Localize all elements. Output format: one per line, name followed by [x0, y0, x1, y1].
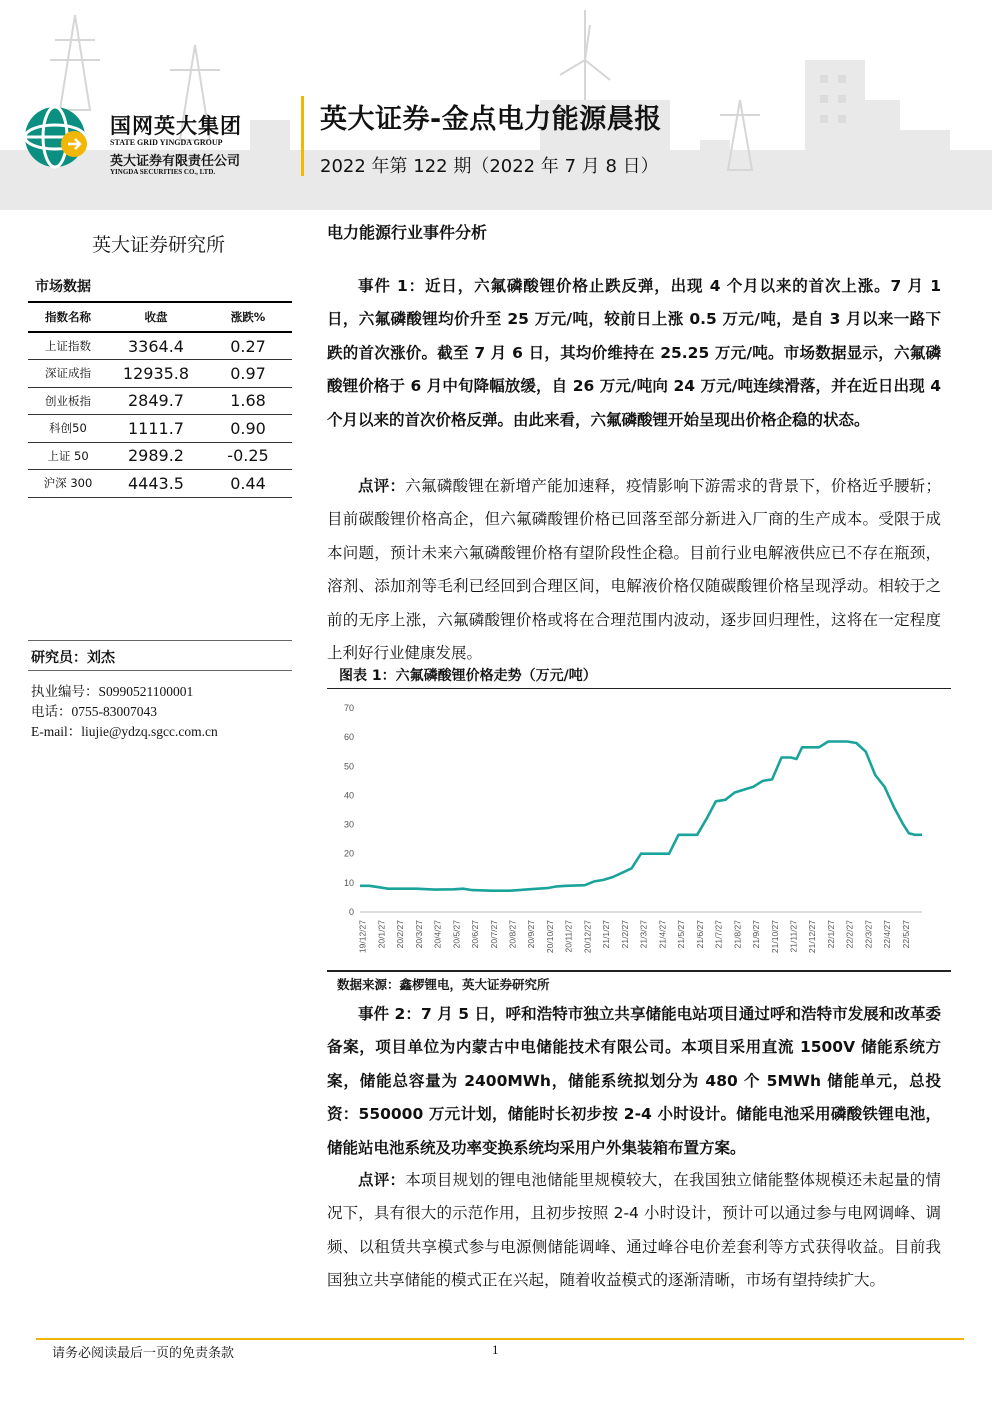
- event-2: [327, 998, 941, 1165]
- figure-source: 数据来源：鑫椤锂电，英大证券研究所: [337, 977, 550, 992]
- x-tick-label: 22/1/27: [825, 920, 836, 949]
- header-banner: [0, 0, 992, 210]
- issue-date: 2022 年第 122 期（2022 年 7 月 8 日）: [320, 156, 659, 177]
- org-name: 国网英大集团: [110, 114, 242, 138]
- comment-1: [327, 470, 941, 670]
- sidebar-divider: [28, 640, 292, 641]
- x-tick-label: 20/8/27: [507, 920, 518, 949]
- x-tick-label: 20/2/27: [395, 920, 406, 949]
- x-tick-label: 21/9/27: [751, 920, 762, 949]
- y-tick-label: 20: [343, 848, 354, 859]
- y-tick-label: 40: [343, 790, 354, 801]
- index-close: 2989.2: [108, 442, 204, 470]
- event-1-text: 近日，六氟磷酸锂价格止跌反弹，出现 4 个月以来的首次上涨。7 月 1 日，六氟磷酸锂均价升至 25 万元/吨，较前日上涨 0.5 万元/吨，是自 3 月以来一路下跌的首次涨价。截至 7 月 6 日，其均价维持在 25.25 万元/吨。市场数据显示，六氟磷酸锂价格于 6 月中旬降幅放缓，自 26 万元/吨向 24 万元/吨连续滑落，并在近日出现 4 个月以来的首次价格反弹。由此来看，六氟磷酸锂开始呈现出价格企稳的状态。: [327, 277, 941, 429]
- disclaimer-note: 请务必阅读最后一页的免责条款: [52, 1346, 235, 1361]
- y-tick-label: 10: [343, 877, 354, 888]
- comment-1-lead: 点评：: [358, 477, 406, 495]
- email-link[interactable]: E-mail：liujie@ydzq.sgcc.com.cn: [31, 724, 218, 739]
- event-2-lead: 事件 2：: [358, 1005, 421, 1023]
- y-tick-label: 60: [343, 732, 354, 743]
- table-row: [28, 332, 292, 360]
- x-tick-label: 20/12/27: [582, 920, 593, 954]
- index-change: 0.27: [204, 332, 292, 360]
- lithium-hexafluorophosphate-price-chart: [330, 692, 950, 970]
- figure-bottom-rule: [327, 970, 951, 972]
- title-divider: [301, 96, 304, 176]
- index-close: 3364.4: [108, 332, 204, 360]
- institute-name: 英大证券研究所: [92, 234, 226, 256]
- table-row: [28, 470, 292, 498]
- table-header-row: [28, 302, 292, 332]
- x-tick-label: 20/4/27: [432, 920, 443, 949]
- figure-title: 图表 1：六氟磷酸锂价格走势（万元/吨）: [327, 665, 951, 689]
- table-row: [28, 387, 292, 415]
- x-tick-label: 20/3/27: [413, 920, 424, 949]
- index-name: 科创50: [28, 415, 108, 443]
- x-tick-label: 20/10/27: [544, 920, 555, 954]
- report-title: 英大证券-金点电力能源晨报: [320, 104, 662, 135]
- index-name: 创业板指: [28, 387, 108, 415]
- x-tick-label: 20/6/27: [470, 920, 481, 949]
- x-tick-label: 22/4/27: [882, 920, 893, 949]
- index-close: 2849.7: [108, 387, 204, 415]
- market-data-heading: 市场数据: [35, 279, 91, 295]
- x-tick-label: 22/3/27: [863, 920, 874, 949]
- header-change: 涨跌%: [204, 302, 292, 332]
- index-close: 1111.7: [108, 415, 204, 443]
- index-name: 上证指数: [28, 332, 108, 360]
- event-1: [327, 270, 941, 437]
- x-tick-label: 19/12/27: [357, 920, 368, 954]
- y-tick-label: 30: [343, 819, 354, 830]
- header-index-name: 指数名称: [28, 302, 108, 332]
- x-tick-label: 21/2/27: [619, 920, 630, 949]
- x-tick-label: 20/1/27: [376, 920, 387, 949]
- x-tick-label: 21/3/27: [638, 920, 649, 949]
- x-tick-label: 21/12/27: [807, 920, 818, 954]
- x-tick-label: 21/1/27: [601, 920, 612, 949]
- index-change: 0.44: [204, 470, 292, 498]
- x-tick-label: 21/7/27: [713, 920, 724, 949]
- header-close: 收盘: [108, 302, 204, 332]
- market-data-table: [28, 301, 292, 498]
- index-close: 12935.8: [108, 360, 204, 388]
- x-tick-label: 21/5/27: [676, 920, 687, 949]
- x-tick-label: 21/8/27: [732, 920, 743, 949]
- price-series-line: [360, 742, 922, 891]
- phone: 电话：0755-83007043: [31, 704, 157, 719]
- index-change: 0.90: [204, 415, 292, 443]
- index-change: -0.25: [204, 442, 292, 470]
- index-name: 沪深 300: [28, 470, 108, 498]
- comment-1-text: 六氟磷酸锂在新增产能加速释，疫情影响下游需求的背景下，价格近乎腰斩；目前碳酸锂价格高企，但六氟磷酸锂价格已回落至部分新进入厂商的生产成本。受限于成本问题，预计未来六氟磷酸锂价格有望阶段性企稳。目前行业电解液供应已不存在瓶颈，溶剂、添加剂等毛利已经回到合理区间，电解液价格仅随碳酸锂价格呈现浮动。相较于之前的无序上涨，六氟磷酸锂价格或将在合理范围内波动，逐步回归理性，这将在一定程度上利好行业健康发展。: [327, 477, 941, 663]
- y-tick-label: 0: [348, 907, 354, 917]
- x-tick-label: 21/6/27: [694, 920, 705, 949]
- index-close: 4443.5: [108, 470, 204, 498]
- comment-2-text: 本项目规划的锂电池储能里规模较大，在我国独立储能整体规模还未起量的情况下，具有很大的示范作用，且初步按照 2-4 小时设计，预计可以通过参与电网调峰、调频、以租赁共享模式参与电源侧储能调峰、通过峰谷电价差套利等方式获得收益。目前我国独立共享储能的模式正在兴起，随着收益模式的逐渐清晰，市场有望持续扩大。: [327, 1171, 941, 1290]
- table-row: [28, 360, 292, 388]
- table-row: [28, 415, 292, 443]
- x-tick-label: 21/4/27: [657, 920, 668, 949]
- index-name: 深证成指: [28, 360, 108, 388]
- y-tick-label: 50: [343, 761, 354, 772]
- sidebar-divider: [28, 670, 292, 671]
- x-tick-label: 20/9/27: [526, 920, 537, 949]
- cert-number: 执业编号：S0990521100001: [31, 684, 194, 699]
- comment-2: [327, 1164, 941, 1298]
- index-change: 0.97: [204, 360, 292, 388]
- x-tick-label: 20/11/27: [563, 920, 574, 953]
- researcher-name: 研究员：刘杰: [31, 650, 115, 666]
- page-number: 1: [492, 1342, 499, 1357]
- index-name: 上证 50: [28, 442, 108, 470]
- x-tick-label: 20/7/27: [488, 920, 499, 949]
- event-2-text: 7 月 5 日，呼和浩特市独立共享储能电站项目通过呼和浩特市发展和改革委备案，项目单位为内蒙古中电储能技术有限公司。本项目采用直流 1500V 储能系统方案，储能总容量为 2400MWh，储能系统拟划分为 480 个 5MWh 储能单元，总投资：550000 万元计划，储能时长初步按 2-4 小时设计。储能电池采用磷酸铁锂电池，储能站电池系统及功率变换系统均采用户外集装箱布置方案。: [327, 1005, 941, 1157]
- company-name: 英大证券有限责任公司: [110, 154, 241, 169]
- x-tick-label: 22/5/27: [900, 920, 911, 949]
- comment-2-lead: 点评：: [358, 1171, 406, 1189]
- section-title: 电力能源行业事件分析: [327, 223, 488, 242]
- org-name-en: STATE GRID YINGDA GROUP: [110, 138, 223, 147]
- x-tick-label: 22/2/27: [844, 920, 855, 949]
- state-grid-logo-icon: [22, 104, 88, 170]
- x-tick-label: 20/5/27: [451, 920, 462, 949]
- x-tick-label: 21/10/27: [769, 920, 780, 954]
- table-row: [28, 442, 292, 470]
- y-tick-label: 70: [343, 703, 354, 713]
- x-tick-label: 21/11/27: [788, 920, 799, 953]
- company-name-en: YINGDA SECURITIES CO., LTD.: [110, 168, 216, 176]
- footer-rule: [36, 1338, 964, 1340]
- event-1-lead: 事件 1：: [358, 277, 426, 295]
- index-change: 1.68: [204, 387, 292, 415]
